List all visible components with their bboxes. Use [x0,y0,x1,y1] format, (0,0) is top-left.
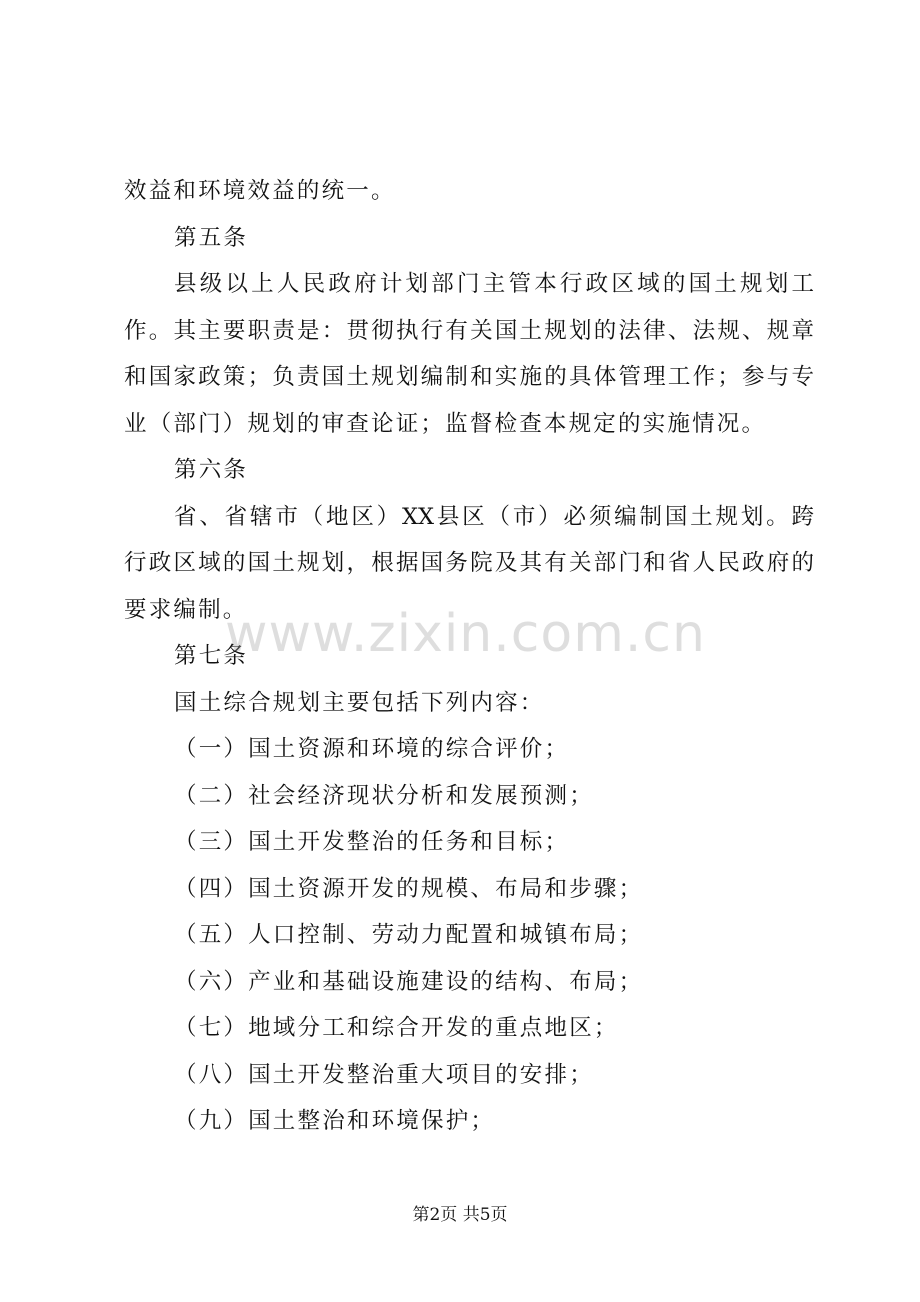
article-heading-5: 第五条 [174,224,249,251]
paragraph-line: 作。其主要职责是：贯彻执行有关国土规划的法律、法规、规章 [124,317,814,344]
list-item: （一）国土资源和环境的综合评价； [174,736,570,762]
paragraph-line: 效益和环境效益的统一。 [124,178,396,204]
paragraph-line: 和国家政策；负责国土规划编制和实施的具体管理工作；参与专 [124,364,814,390]
list-item: （六）产业和基础设施建设的结构、布局； [174,968,644,995]
list-item: （三）国土开发整治的任务和目标； [174,829,570,855]
paragraph-line: 国土综合规划主要包括下列内容： [174,689,545,716]
paragraph-line: 行政区域的国土规划，根据国务院及其有关部门和省人民政府的 [124,550,814,576]
paragraph-line: 业（部门）规划的审查论证；监督检查本规定的实施情况。 [124,410,767,437]
article-heading-6: 第六条 [174,457,249,483]
list-item: （七）地域分工和综合开发的重点地区； [174,1015,619,1041]
watermark: www.zixin.com.cn [225,604,706,664]
paragraph-line: 省、省辖市（地区）XX县区（市）必须编制国土规划。跨 [174,503,814,530]
paragraph-line: 要求编制。 [124,596,248,623]
page-number-footer: 第2页 共5页 [412,1205,508,1225]
list-item: （五）人口控制、劳动力配置和城镇布局； [174,922,644,948]
list-item: （四）国土资源开发的规模、布局和步骤； [174,875,644,902]
paragraph-line: 县级以上人民政府计划部门主管本行政区域的国土规划工 [174,271,814,297]
article-heading-7: 第七条 [174,643,249,669]
list-item: （二）社会经济现状分析和发展预测； [174,782,594,809]
list-item: （九）国土整治和环境保护； [174,1108,496,1134]
document-body [124,168,814,1145]
list-item: （八）国土开发整治重大项目的安排； [174,1061,594,1088]
